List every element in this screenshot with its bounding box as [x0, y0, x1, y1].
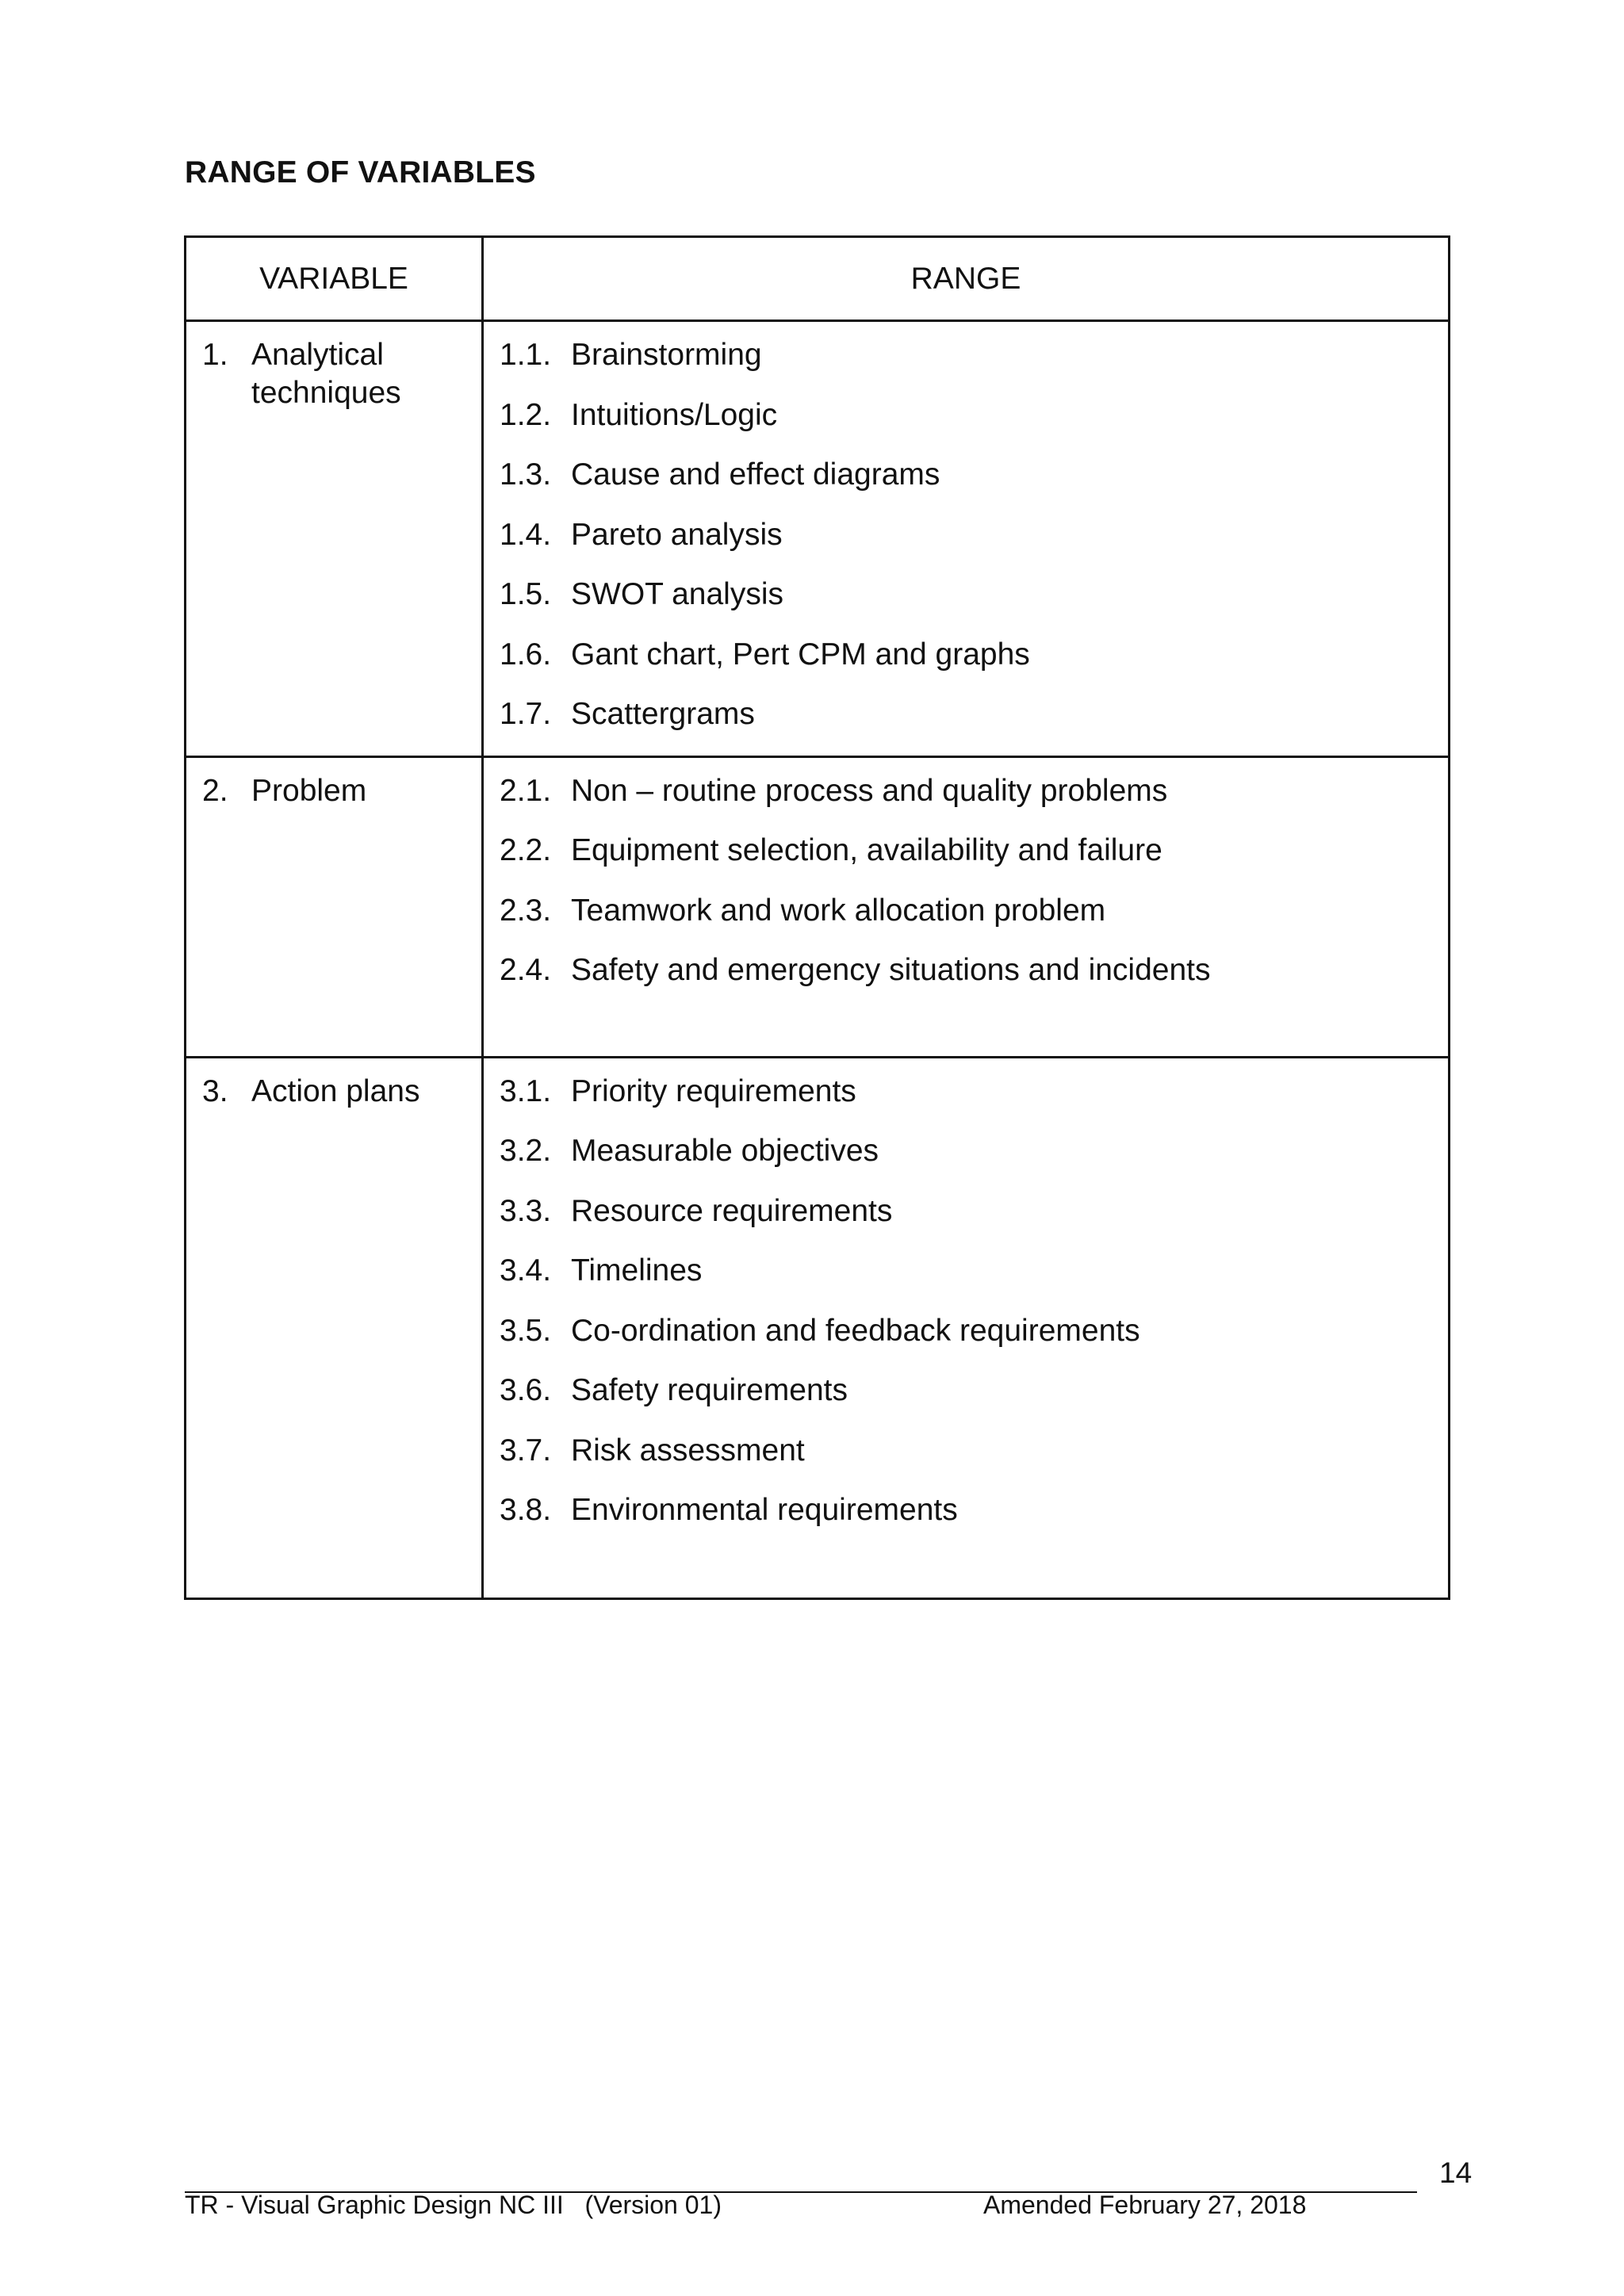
header-range: RANGE: [483, 237, 1450, 321]
range-number: 3.1.: [500, 1073, 552, 1108]
range-number: 3.5.: [500, 1313, 552, 1348]
range-text: Priority requirements: [571, 1073, 856, 1108]
range-text: SWOT analysis: [571, 577, 784, 611]
range-text: Environmental requirements: [571, 1493, 958, 1527]
variable-name: Problem: [251, 773, 367, 808]
footer-document-title: TR - Visual Graphic Design NC III (Version 01): [185, 2191, 722, 2219]
range-text: Brainstorming: [571, 338, 762, 372]
range-text: Resource requirements: [571, 1193, 893, 1228]
list-item: [500, 1491, 1448, 1552]
list-item: [500, 336, 1448, 396]
range-text: Equipment selection, availability and failure: [571, 833, 1162, 867]
list-item: [500, 456, 1448, 516]
list-item: [500, 695, 1448, 756]
range-number: 3.8.: [500, 1493, 552, 1527]
variable-name: Analytical techniques: [251, 338, 401, 410]
page-heading: RANGE OF VARIABLES: [185, 155, 536, 189]
table-header-row: [186, 237, 1450, 321]
list-item: [500, 516, 1448, 576]
range-number: 2.4.: [500, 953, 552, 987]
list-item: [500, 772, 1448, 832]
variable-cell: [186, 756, 483, 1057]
list-item: [500, 396, 1448, 457]
list-item: [500, 832, 1448, 892]
variable-name: Action plans: [251, 1073, 420, 1108]
range-text: Non – routine process and quality problems: [571, 773, 1168, 808]
range-number: 1.6.: [500, 637, 552, 672]
variable-cell: [186, 321, 483, 757]
range-text: Risk assessment: [571, 1433, 805, 1468]
list-item: [500, 1192, 1448, 1253]
variable-number: 2.: [202, 773, 228, 808]
range-text: Timelines: [571, 1253, 703, 1288]
range-text: Teamwork and work allocation problem: [571, 893, 1106, 928]
list-item: [500, 576, 1448, 636]
table-row: [186, 756, 1450, 1057]
range-text: Pareto analysis: [571, 517, 783, 552]
list-item: [500, 1372, 1448, 1432]
range-number: 3.2.: [500, 1134, 552, 1168]
range-number: 3.7.: [500, 1433, 552, 1468]
list-item: [500, 951, 1448, 1012]
range-text: Safety requirements: [571, 1373, 848, 1407]
range-number: 3.6.: [500, 1373, 552, 1407]
range-text: Safety and emergency situations and incidents: [571, 953, 1211, 987]
range-number: 1.5.: [500, 577, 552, 611]
range-text: Scattergrams: [571, 697, 755, 731]
range-text: Cause and effect diagrams: [571, 457, 940, 492]
list-item: [500, 1432, 1448, 1492]
range-number: 1.2.: [500, 397, 552, 432]
range-number: 1.3.: [500, 457, 552, 492]
range-number: 1.4.: [500, 517, 552, 552]
range-number: 2.1.: [500, 773, 552, 808]
range-cell: [483, 1057, 1450, 1598]
variable-cell: [186, 1057, 483, 1598]
list-item: [500, 636, 1448, 696]
header-variable: VARIABLE: [186, 237, 483, 321]
variable-number: 3.: [202, 1073, 228, 1108]
range-cell: [483, 321, 1450, 757]
range-number: 2.2.: [500, 833, 552, 867]
list-item: [500, 1073, 1448, 1133]
range-text: Measurable objectives: [571, 1134, 879, 1168]
table-row: [186, 321, 1450, 757]
range-number: 1.7.: [500, 697, 552, 731]
list-item: [500, 1312, 1448, 1372]
range-cell: [483, 756, 1450, 1057]
variable-number: 1.: [202, 338, 228, 372]
range-of-variables-table: [184, 235, 1450, 1600]
range-number: 3.4.: [500, 1253, 552, 1288]
range-number: 3.3.: [500, 1193, 552, 1228]
range-text: Gant chart, Pert CPM and graphs: [571, 637, 1030, 672]
list-item: [500, 1132, 1448, 1192]
range-text: Co-ordination and feedback requirements: [571, 1313, 1140, 1348]
footer-amended-date: Amended February 27, 2018: [983, 2191, 1307, 2219]
list-item: [500, 1252, 1448, 1312]
page-number: 14: [1439, 2156, 1473, 2189]
range-text: Intuitions/Logic: [571, 397, 778, 432]
range-number: 2.3.: [500, 893, 552, 928]
list-item: [500, 892, 1448, 952]
table-row: [186, 1057, 1450, 1598]
range-number: 1.1.: [500, 338, 552, 372]
